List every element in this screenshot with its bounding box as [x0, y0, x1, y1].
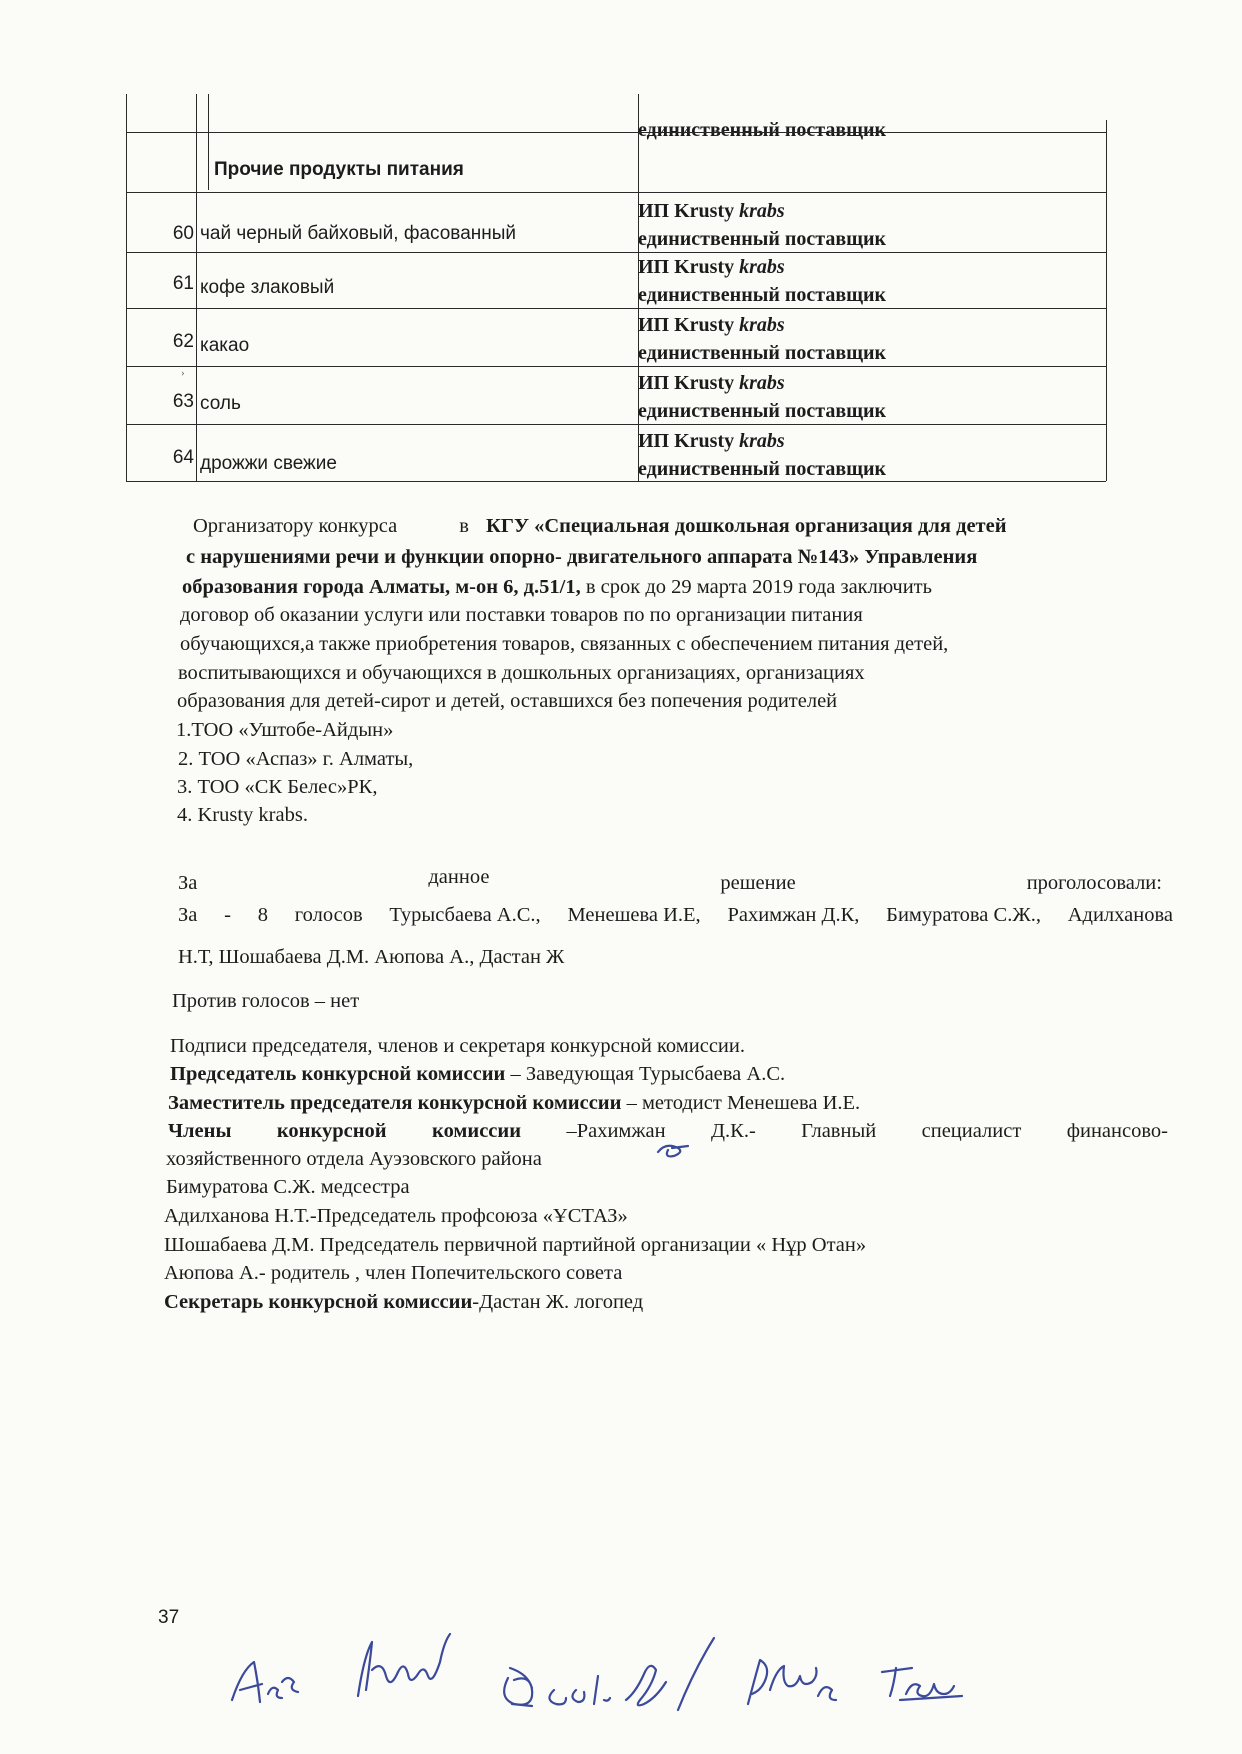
chair-line: Председатель конкурсной комиссии – Заведующая Турысбаева А.С. [170, 1063, 786, 1085]
signature-2 [358, 1634, 450, 1696]
signature-6 [882, 1668, 962, 1700]
supplier-name-italic: krabs [739, 372, 785, 394]
supplier-name-italic: krabs [739, 314, 785, 336]
signature-4 [626, 1638, 714, 1710]
signature-3 [504, 1668, 610, 1706]
row-number: 62 [172, 331, 194, 352]
signatures-intro: Подписи председателя, членов и секретаря конкурсной комиссии. [170, 1035, 745, 1057]
supplier-name: ИП Krusty [638, 314, 740, 336]
supplier-list-item: 4. Krusty krabs. [177, 804, 308, 826]
supplier-note: единиственный поставщик [638, 458, 887, 480]
member-line: Бимуратова С.Ж. медсестра [166, 1176, 410, 1198]
supplier-list-item: 3. ТОО «СК Белес»РК, [177, 776, 378, 798]
decision-line: обучающихся,а также приобретения товаров, связанных с обеспечением питания детей, [180, 633, 949, 655]
supplier-note: единиственный поставщик [638, 342, 887, 364]
member-line: Аюпова А.- родитель , член Попечительского совета [164, 1262, 623, 1284]
scan-mark: › [181, 367, 185, 379]
deputy-line: Заместитель председателя конкурсной комиссии – методист Менешева И.Е. [168, 1092, 861, 1114]
decision-line: с нарушениями речи и функции опорно- двигательного аппарата №143» Управления [186, 546, 978, 568]
members-line: хозяйственного отдела Ауэзовского района [166, 1148, 542, 1170]
supplier-name-italic: krabs [739, 430, 785, 452]
vote-header: За данное решение проголосовали: [178, 866, 1162, 894]
page-number: 37 [158, 1607, 180, 1628]
member-line: Адилханова Н.Т.-Председатель профсоюза «ҰСТАЗ» [164, 1205, 628, 1227]
supplier-name-italic: krabs [739, 200, 785, 222]
supplier-name: ИП Krusty [638, 200, 740, 222]
table-row-supplier: единиственный поставщик [638, 119, 887, 141]
row-number: 64 [172, 447, 194, 468]
product-name: соль [200, 393, 241, 414]
supplier-note: единиственный поставщик [638, 284, 887, 306]
supplier-list-item: 1.ТОО «Уштобе-Айдын» [176, 719, 394, 741]
supplier-note: единиственный поставщик [638, 400, 887, 422]
product-name: дрожжи свежие [200, 453, 337, 474]
supplier-note: единиственный поставщик [638, 228, 887, 250]
decision-line: Организатору конкурса в КГУ «Специальная дошкольная организация для детей [193, 515, 1007, 537]
secretary-line: Секретарь конкурсной комиссии-Дастан Ж. логопед [164, 1291, 644, 1313]
signature-5 [748, 1660, 836, 1704]
vote-for-line: Н.Т, Шошабаева Д.М. Аюпова А., Дастан Ж [178, 946, 565, 968]
signature-mark [658, 1146, 688, 1157]
row-number: 61 [172, 273, 194, 294]
product-name: кофе злаковый [200, 277, 335, 298]
product-name: какао [200, 335, 250, 356]
supplier-name-italic: krabs [739, 256, 785, 278]
product-name: чай черный байховый, фасованный [200, 223, 517, 244]
decision-line: воспитывающихся и обучающихся в дошкольных организациях, организациях [178, 662, 865, 684]
signature-1 [232, 1662, 298, 1702]
vote-for-line: За - 8 голосов Турысбаева А.С., Менешева И.Е, Рахимжан Д.К, Бимуратова С.Ж., Адилханова [178, 904, 1173, 926]
vote-against: Против голосов – нет [172, 990, 360, 1012]
member-line: Шошабаева Д.М. Председатель первичной партийной организации « Нұр Отан» [164, 1234, 867, 1256]
members-line: Члены конкурсной комиссии –Рахимжан Д.К.- Главный специалист финансово- [168, 1120, 1168, 1142]
supplier-name: ИП Krusty [638, 430, 740, 452]
decision-line: договор об оказании услуги или поставки товаров по по организации питания [180, 604, 863, 626]
row-number: 60 [172, 223, 194, 244]
supplier-name: ИП Krusty [638, 372, 740, 394]
section-title: Прочие продукты питания [214, 159, 464, 180]
row-number: 63 [172, 391, 194, 412]
decision-line: образования города Алматы, м-он 6, д.51/1, в срок до 29 марта 2019 года заключить [182, 576, 932, 598]
supplier-name: ИП Krusty [638, 256, 740, 278]
decision-line: образования для детей-сирот и детей, оставшихся без попечения родителей [177, 690, 838, 712]
supplier-list-item: 2. ТОО «Аспаз» г. Алматы, [178, 748, 414, 770]
